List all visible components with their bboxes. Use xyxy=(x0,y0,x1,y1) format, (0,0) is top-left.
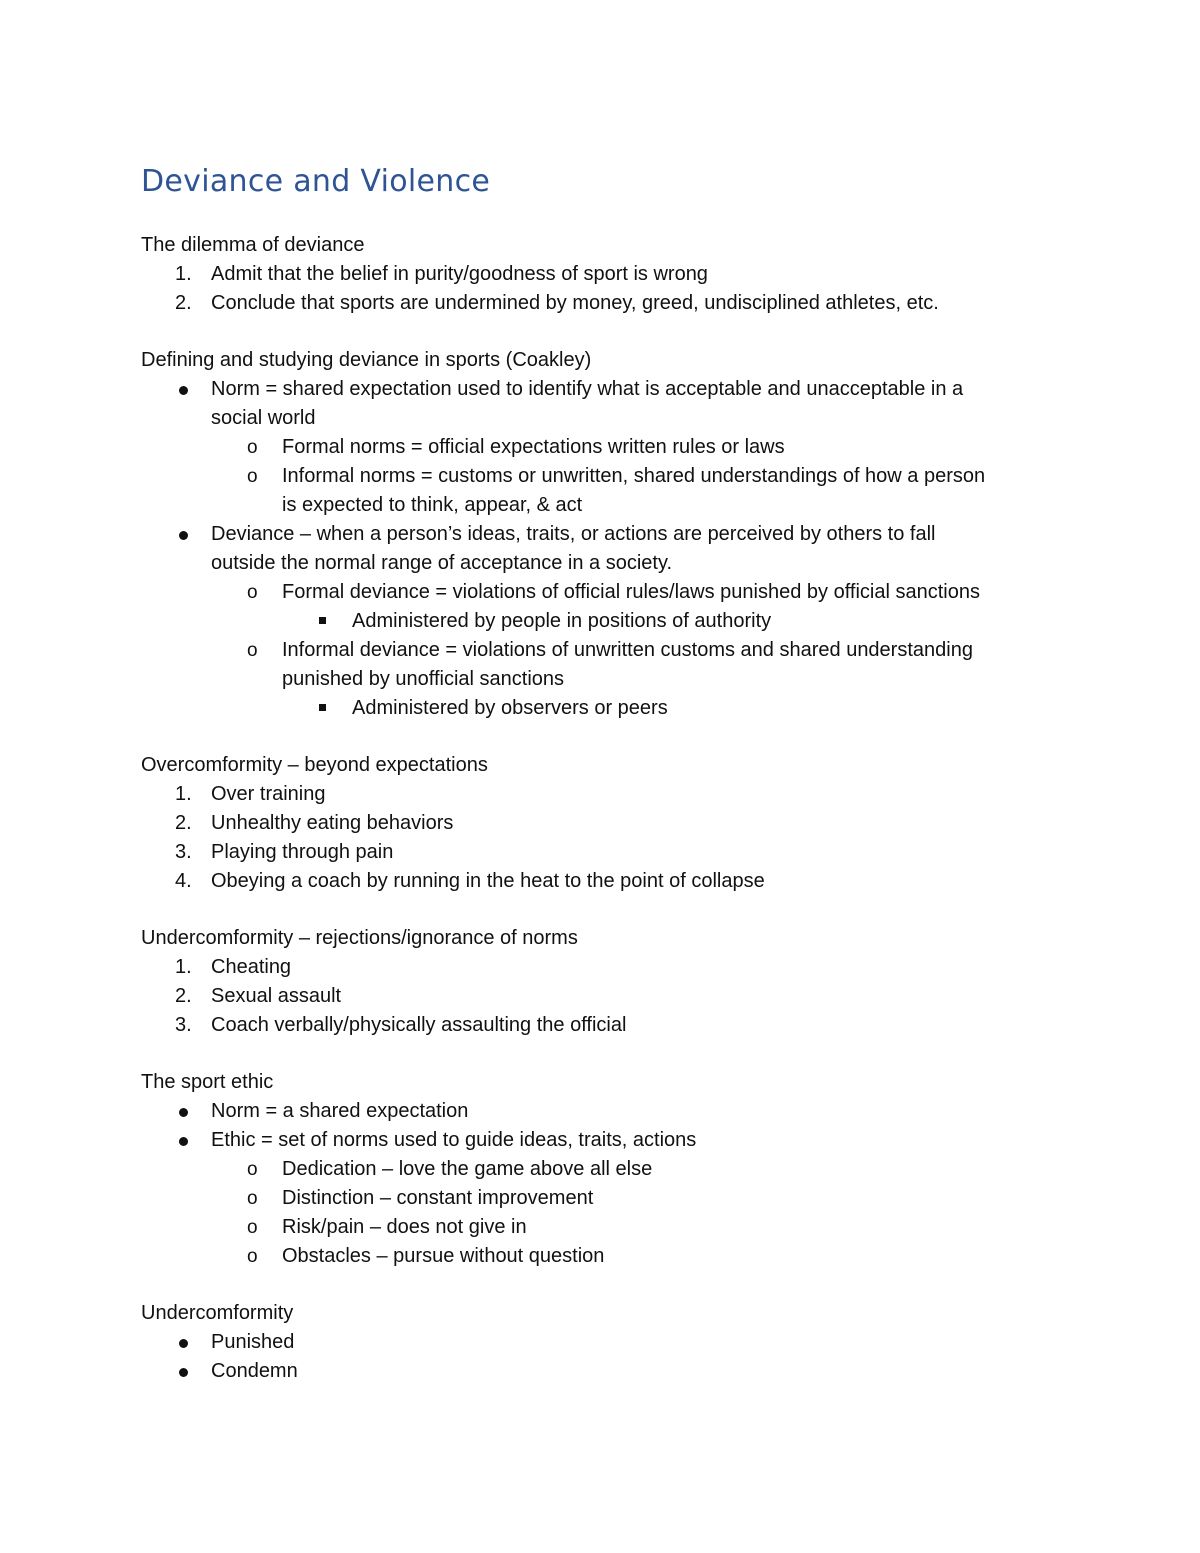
list-item-text: Dedication – love the game above all else xyxy=(282,1158,653,1180)
list-item-text: Admit that the belief in purity/goodness of sport is wrong xyxy=(211,263,708,285)
bullet-icon xyxy=(179,1368,188,1377)
list-item-text: Obstacles – pursue without question xyxy=(282,1245,605,1267)
section-defining xyxy=(141,346,1071,723)
sub-bullet-item xyxy=(141,1184,1071,1213)
list-item-continuation: punished by unofficial sanctions xyxy=(282,668,565,690)
list-item-text: Unhealthy eating behaviors xyxy=(211,812,454,834)
list-item-text: Distinction – constant improvement xyxy=(282,1187,594,1209)
sub-bullet-item xyxy=(141,636,1071,665)
list-number: 2. xyxy=(175,812,192,834)
bullet-icon xyxy=(179,386,188,395)
sub-bullet-item xyxy=(141,462,1071,491)
section-underconformity-2 xyxy=(141,1299,1071,1386)
numbered-item xyxy=(141,867,1071,896)
bullet-item xyxy=(141,1126,1071,1155)
list-item-text: Cheating xyxy=(211,956,292,978)
section-sport-ethic xyxy=(141,1068,1071,1271)
sub-bullet-item xyxy=(141,578,1071,607)
section-heading: Undercomformity – rejections/ignorance of norms xyxy=(141,927,578,949)
section-heading: Defining and studying deviance in sports (Coakley) xyxy=(141,349,592,371)
bullet-icon xyxy=(179,1137,188,1146)
list-item-text: Norm = a shared expectation xyxy=(211,1100,469,1122)
bullet-item xyxy=(141,1328,1071,1357)
square-bullet-item xyxy=(141,607,1071,636)
list-item-text: Norm = shared expectation used to identify what is acceptable and unacceptable in a xyxy=(211,378,964,400)
circle-bullet-icon: o xyxy=(247,437,258,458)
numbered-item xyxy=(141,780,1071,809)
list-number: 4. xyxy=(175,870,192,892)
numbered-item xyxy=(141,953,1071,982)
section-heading: Undercomformity xyxy=(141,1302,294,1324)
list-number: 3. xyxy=(175,841,192,863)
list-number: 1. xyxy=(175,783,192,805)
list-item-text: Formal norms = official expectations written rules or laws xyxy=(282,436,785,458)
list-item-text: Deviance – when a person’s ideas, traits, or actions are perceived by others to fall xyxy=(211,523,936,545)
list-number: 2. xyxy=(175,985,192,1007)
sub-bullet-item xyxy=(141,433,1071,462)
list-item-text: Informal norms = customs or unwritten, shared understandings of how a person xyxy=(282,465,986,487)
list-item-text: Condemn xyxy=(211,1360,298,1382)
list-number: 1. xyxy=(175,263,192,285)
circle-bullet-icon: o xyxy=(247,466,258,487)
list-item-text: Informal deviance = violations of unwritten customs and shared understanding xyxy=(282,639,973,661)
section-heading: Overcomformity – beyond expectations xyxy=(141,754,488,776)
bullet-icon xyxy=(179,1339,188,1348)
bullet-item xyxy=(141,1357,1071,1386)
page-title: Deviance and Violence xyxy=(141,164,491,199)
list-item-continuation: is expected to think, appear, & act xyxy=(282,494,583,516)
numbered-item xyxy=(141,809,1071,838)
list-number: 1. xyxy=(175,956,192,978)
circle-bullet-icon: o xyxy=(247,582,258,603)
list-item-text: Punished xyxy=(211,1331,295,1353)
circle-bullet-icon: o xyxy=(247,1159,258,1180)
list-item-text: Playing through pain xyxy=(211,841,394,863)
numbered-item xyxy=(141,1011,1071,1040)
square-bullet-icon xyxy=(319,617,326,624)
section-overconformity xyxy=(141,751,1071,896)
section-heading: The dilemma of deviance xyxy=(141,234,365,256)
circle-bullet-icon: o xyxy=(247,1217,258,1238)
square-bullet-icon xyxy=(319,704,326,711)
list-item-continuation: social world xyxy=(211,407,316,429)
list-item-text: Ethic = set of norms used to guide ideas, traits, actions xyxy=(211,1129,697,1151)
list-number: 3. xyxy=(175,1014,192,1036)
circle-bullet-icon: o xyxy=(247,640,258,661)
bullet-item xyxy=(141,520,1071,549)
numbered-item xyxy=(141,260,1071,289)
section-underconformity xyxy=(141,924,1071,1040)
section-dilemma xyxy=(141,231,1071,318)
numbered-item xyxy=(141,982,1071,1011)
list-item-text: Formal deviance = violations of official rules/laws punished by official sanctions xyxy=(282,581,980,603)
bullet-icon xyxy=(179,1108,188,1117)
list-item-text: Administered by people in positions of authority xyxy=(352,610,772,632)
list-item-text: Coach verbally/physically assaulting the official xyxy=(211,1014,627,1036)
sub-bullet-item xyxy=(141,1213,1071,1242)
bullet-icon xyxy=(179,531,188,540)
list-item-text: Over training xyxy=(211,783,326,805)
numbered-item xyxy=(141,838,1071,867)
section-heading: The sport ethic xyxy=(141,1071,274,1093)
numbered-item xyxy=(141,289,1071,318)
list-number: 2. xyxy=(175,292,192,314)
circle-bullet-icon: o xyxy=(247,1246,258,1267)
circle-bullet-icon: o xyxy=(247,1188,258,1209)
list-item-text: Obeying a coach by running in the heat to the point of collapse xyxy=(211,870,765,892)
list-item-text: Conclude that sports are undermined by money, greed, undisciplined athletes, etc. xyxy=(211,292,939,314)
bullet-item xyxy=(141,375,1071,404)
document-body xyxy=(141,231,1071,1386)
list-item-continuation: outside the normal range of acceptance in a society. xyxy=(211,552,673,574)
list-item-text: Administered by observers or peers xyxy=(352,697,668,719)
sub-bullet-item xyxy=(141,1155,1071,1184)
list-item-text: Sexual assault xyxy=(211,985,342,1007)
sub-bullet-item xyxy=(141,1242,1071,1271)
bullet-item xyxy=(141,1097,1071,1126)
list-item-text: Risk/pain – does not give in xyxy=(282,1216,527,1238)
square-bullet-item xyxy=(141,694,1071,723)
